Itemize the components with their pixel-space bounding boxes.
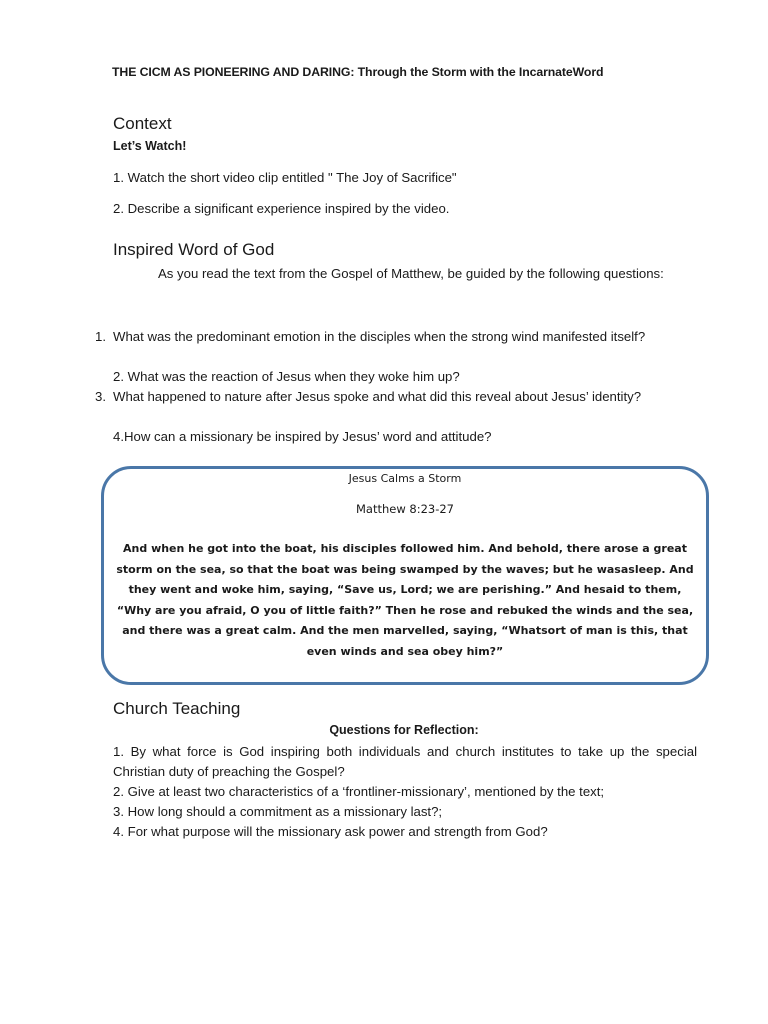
inspired-question-3: What happened to nature after Jesus spoke and what did this reveal about Jesus’ identity? xyxy=(113,389,642,404)
church-question-2: 2. Give at least two characteristics of a ‘frontliner-missionary’, mentioned by the text; xyxy=(113,784,605,799)
inspired-question-1: What was the predominant emotion in the disciples when the strong wind manifested itself? xyxy=(113,329,646,344)
church-question-1: 1. By what force is God inspiring both individuals and church institutes to take up the special Christian duty of preaching the Gospel? xyxy=(113,744,697,779)
inspired-question-4: 4.How can a missionary be inspired by Jesus’ word and attitude? xyxy=(113,429,492,444)
church-question-3: 3. How long should a commitment as a missionary last?; xyxy=(113,804,443,819)
question-number: 1. xyxy=(95,329,106,344)
church-subheading: Questions for Reflection: xyxy=(329,723,479,737)
question-number: 3. xyxy=(95,389,106,404)
scripture-box xyxy=(101,466,709,685)
scripture-title: Jesus Calms a Storm xyxy=(348,472,462,485)
context-item-2: 2. Describe a significant experience inspired by the video. xyxy=(113,201,450,216)
scripture-text: And when he got into the boat, his disciples followed him. And behold, there arose a great storm on the sea, so that the boat was being swamped by the waves; but he wasasleep. And they went and woke him, saying, “Save us, Lord; we are perishing.” And hesaid to them, “Why are you afraid, O you of little faith?” Then he rose and rebuked the winds and the sea, and there was a great calm. And the men marvelled, saying, “Whatsort of man is this, that even winds and sea obey him?” xyxy=(116,542,694,658)
church-question-4: 4. For what purpose will the missionary ask power and strength from God? xyxy=(113,824,548,839)
context-heading: Context xyxy=(113,114,172,133)
church-heading: Church Teaching xyxy=(113,699,241,718)
inspired-intro: As you read the text from the Gospel of Matthew, be guided by the following questions: xyxy=(158,266,664,281)
inspired-heading: Inspired Word of God xyxy=(113,240,275,259)
context-item-1: 1. Watch the short video clip entitled " The Joy of Sacrifice" xyxy=(113,170,457,185)
document-title: THE CICM AS PIONEERING AND DARING: Through the Storm with the IncarnateWord xyxy=(112,65,604,79)
scripture-reference: Matthew 8:23-27 xyxy=(355,502,455,516)
context-subheading: Let’s Watch! xyxy=(113,139,187,153)
inspired-question-2: 2. What was the reaction of Jesus when they woke him up? xyxy=(113,369,460,384)
